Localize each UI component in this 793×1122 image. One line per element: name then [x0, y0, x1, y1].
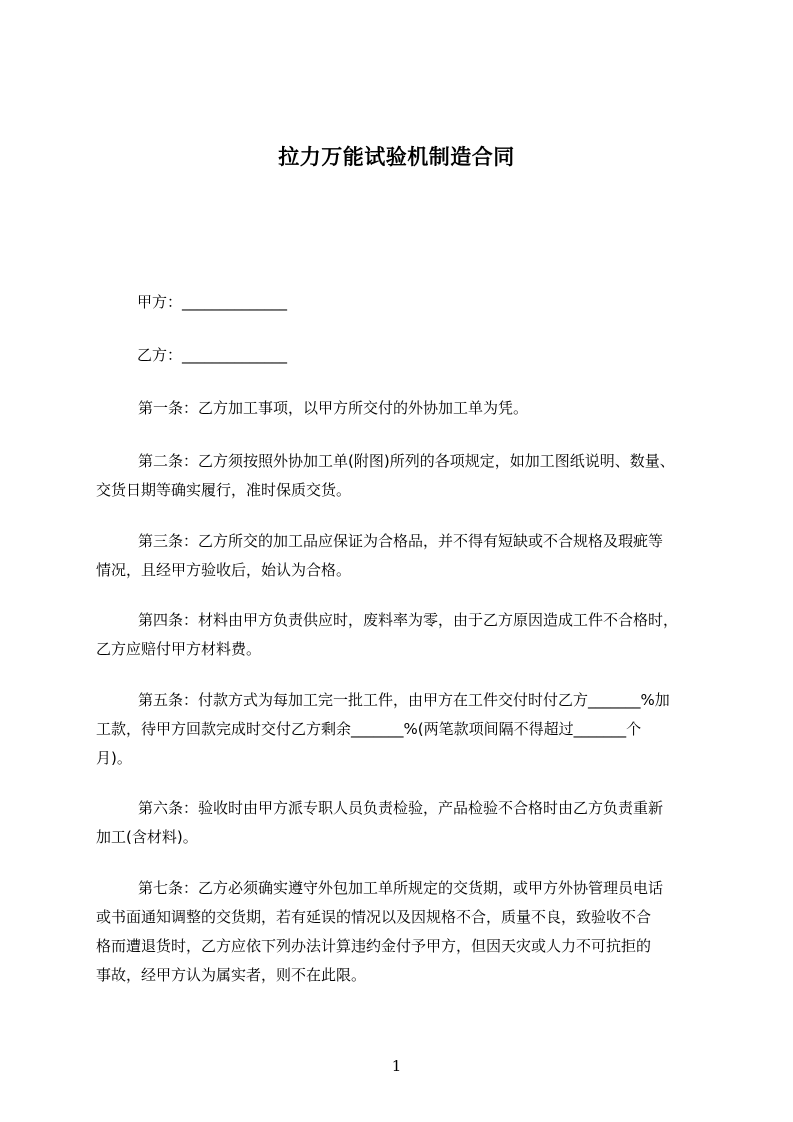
article-3-row-1: 第三条：乙方所交的加工品应保证为合格品，并不得有短缺或不合规格及瑕疵等 — [138, 532, 664, 550]
article-2-row-1: 第二条：乙方须按照外协加工单(附图)所列的各项规定，如加工图纸说明、数量、 — [138, 452, 675, 470]
article-5-row-2: 工款，待甲方回款完成时交付乙方剩余_______%(两笔款项间隔不得超过_______个 — [96, 720, 642, 738]
article-7 — [96, 874, 716, 990]
article-7-row-4: 事故，经甲方认为属实者，则不在此限。 — [96, 966, 367, 984]
article-5-row-3: 月)。 — [96, 749, 132, 767]
party-a-line: 甲方：______________ — [137, 293, 288, 311]
article-6 — [96, 794, 716, 852]
article-3 — [96, 527, 716, 585]
article-2-row-2: 交货日期等确实履行，准时保质交货。 — [96, 481, 352, 499]
article-4-row-2: 乙方应赔付甲方材料费。 — [96, 640, 262, 658]
party-b-line: 乙方：______________ — [137, 346, 288, 364]
article-1 — [96, 394, 716, 423]
article-3-row-2: 情况，且经甲方验收后，始认为合格。 — [96, 561, 352, 579]
article-4-row-1: 第四条：材料由甲方负责供应时，废料率为零，由于乙方原因造成工件不合格时， — [138, 611, 679, 629]
article-1-row-1: 第一条：乙方加工事项，以甲方所交付的外协加工单为凭。 — [138, 399, 529, 417]
document-title: 拉力万能试验机制造合同 — [278, 145, 515, 169]
article-7-row-2: 或书面通知调整的交货期，若有延误的情况以及因规格不合，质量不良，致验收不合 — [96, 908, 652, 926]
article-7-row-3: 格而遭退货时，乙方应依下列办法计算违约金付予甲方，但因天灾或人力不可抗拒的 — [96, 937, 652, 955]
article-6-row-1: 第六条：验收时由甲方派专职人员负责检验，产品检验不合格时由乙方负责重新 — [138, 799, 664, 817]
article-4 — [96, 606, 716, 664]
page-number: 1 — [391, 1057, 402, 1075]
article-6-row-2: 加工(含材料)。 — [96, 828, 198, 846]
article-7-row-1: 第七条：乙方必须确实遵守外包加工单所规定的交货期，或甲方外协管理员电话 — [138, 879, 664, 897]
article-5-row-1: 第五条：付款方式为每加工完一批工件，由甲方在工件交付时付乙方_______%加 — [138, 691, 670, 709]
article-5 — [96, 686, 716, 773]
article-2 — [96, 447, 716, 505]
